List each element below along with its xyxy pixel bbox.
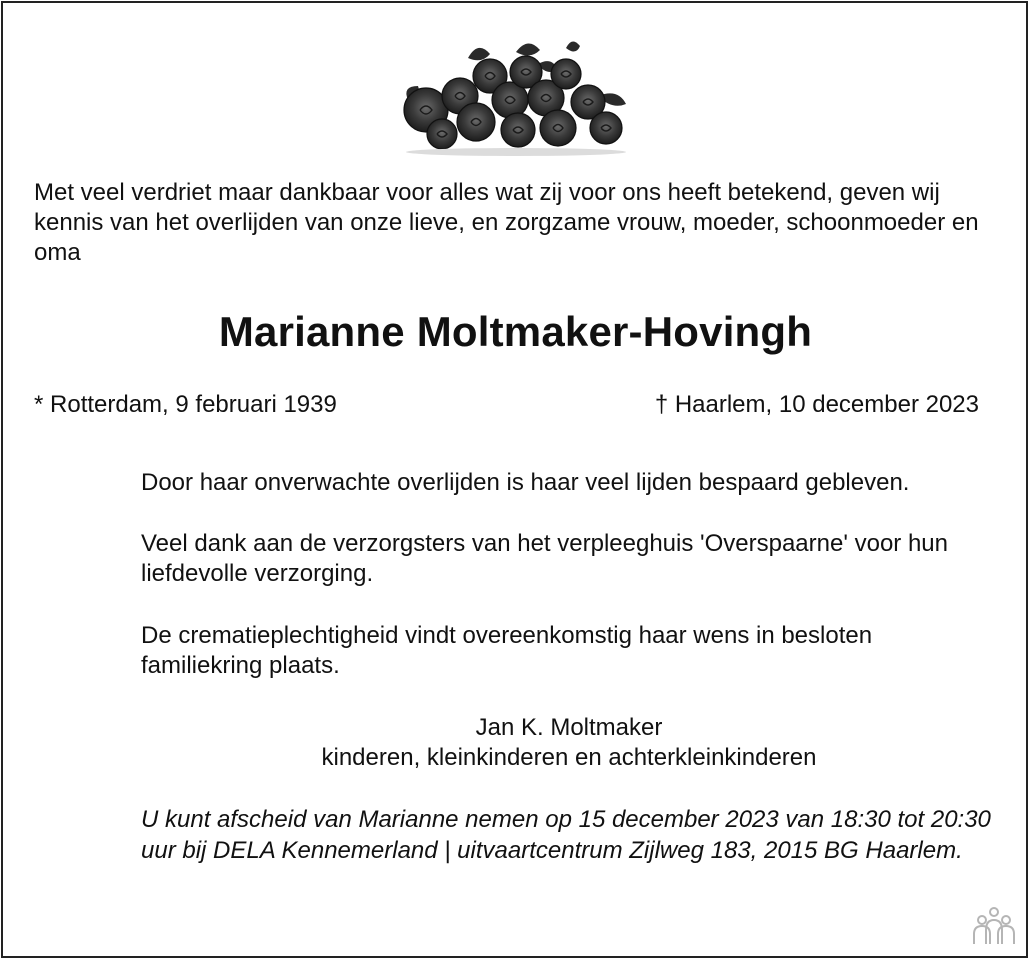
deceased-name: Marianne Moltmaker-Hovingh [218, 308, 813, 355]
signature-family: kinderen, kleinkinderen en achterkleinkinderen [321, 744, 817, 771]
birth-info: * Rotterdam, 9 februari 1939 [34, 391, 337, 418]
paragraph-relief: Door haar onverwachte overlijden is haar veel lijden bespaard gebleven. [141, 469, 910, 496]
people-family-icon [970, 906, 1018, 946]
intro-text: Met veel verdriet maar dankbaar voor alles wat zij voor ons heeft betekend, geven wij kennis van het overlijden van onze lieve, en zorgzame vrouw, moeder, schoonmoeder en oma [34, 179, 979, 266]
roses-bouquet-icon [398, 38, 634, 156]
signature-name: Jan K. Moltmaker [475, 714, 663, 741]
paragraph-thanks: Veel dank aan de verzorgsters van het verpleeghuis 'Overspaarne' voor hun liefdevolle verzorging. [141, 530, 948, 587]
death-info: † Haarlem, 10 december 2023 [654, 391, 979, 418]
paragraph-cremation: De crematieplechtigheid vindt overeenkomstig haar wens in besloten familiekring plaats. [141, 622, 873, 679]
farewell-info: U kunt afscheid van Marianne nemen op 15 december 2023 van 18:30 tot 20:30 uur bij DELA Kennemerland | uitvaartcentrum Zijlweg 183, 2015 BG Haarlem. [141, 806, 991, 864]
